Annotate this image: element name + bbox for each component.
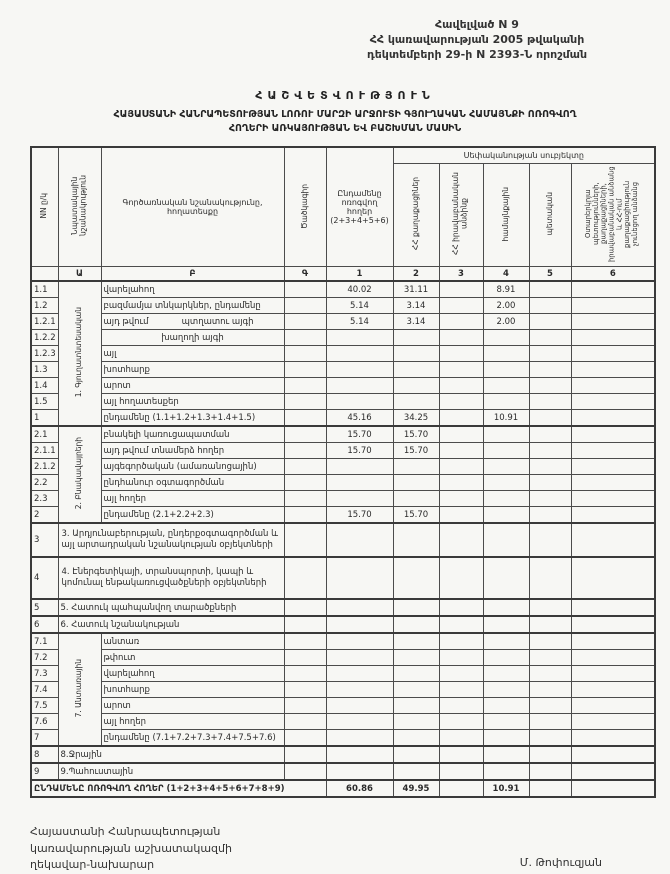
row-nn: 3 — [31, 523, 58, 557]
value-foreign — [571, 426, 655, 443]
column-letters-row — [31, 267, 655, 282]
row-label: արոտ — [101, 698, 284, 714]
code-cell — [284, 599, 326, 616]
code-cell — [284, 633, 326, 650]
row-label: այլ հողեր — [101, 714, 284, 730]
value-community: 10.91 — [483, 780, 529, 797]
value-total: 5.14 — [326, 298, 393, 314]
table-row — [31, 281, 655, 298]
value-state — [529, 314, 571, 330]
value-total: 40.02 — [326, 281, 393, 298]
row-nn: 1.5 — [31, 394, 58, 410]
value-legal — [439, 281, 483, 298]
table-row — [31, 746, 655, 763]
table-row — [31, 523, 655, 557]
letter-cell — [31, 267, 58, 282]
report-title-main: ՀԱՇՎԵՏՎՈՒԹՅՈՒՆ — [255, 88, 435, 102]
appendix-line3: դեկտեմբերի 29-ի N 2393-Ն որոշման — [366, 47, 588, 61]
value-legal — [439, 314, 483, 330]
value-community — [483, 443, 529, 459]
row-nn: 9 — [31, 763, 58, 780]
row-label: 8.Ջրային — [58, 746, 284, 763]
value-citizens: 15.70 — [393, 443, 439, 459]
letter-cell: Ա — [58, 267, 101, 282]
table-row — [31, 714, 655, 730]
value-citizens: 15.70 — [393, 426, 439, 443]
value-foreign — [571, 507, 655, 524]
row-label: այլ հողատեսքեր — [101, 394, 284, 410]
appendix-line1: Հավելված N 9 — [435, 18, 519, 31]
value-total: 15.70 — [326, 507, 393, 524]
col-header-citizens: ՀՀ քաղաքացիներ — [393, 164, 439, 267]
table-row — [31, 682, 655, 698]
row-label: բնակելի կառուցապատման — [101, 426, 284, 443]
value-legal — [439, 410, 483, 427]
col-header-ownership: Սեփականության սուբյեկտը — [393, 147, 655, 164]
value-community: 10.91 — [483, 410, 529, 427]
code-cell — [284, 475, 326, 491]
value-state — [529, 298, 571, 314]
value-legal — [439, 780, 483, 797]
code-cell — [284, 491, 326, 507]
letter-cell: 4 — [483, 267, 529, 282]
row-label: այլ — [101, 346, 284, 362]
row-nn: 1.1 — [31, 281, 58, 298]
row-label: 9.Պահուստային — [58, 763, 284, 780]
value-total: 60.86 — [326, 780, 393, 797]
value-total: 45.16 — [326, 410, 393, 427]
table-row — [31, 346, 655, 362]
letter-cell: 3 — [439, 267, 483, 282]
table-row — [31, 491, 655, 507]
row-label: ընդամենը (7.1+7.2+7.3+7.4+7.5+7.6) — [101, 730, 284, 747]
row-nn: 1.3 — [31, 362, 58, 378]
code-cell — [284, 507, 326, 524]
value-total: 15.70 — [326, 426, 393, 443]
letter-cell: 5 — [529, 267, 571, 282]
letter-cell: Գ — [284, 267, 326, 282]
row-label: 3. Արդյունաբերության, ընդերքօգտագործման և այլ արտադրական նշանակության օբյեկտների — [58, 523, 284, 557]
code-cell — [284, 682, 326, 698]
row-nn: 7.4 — [31, 682, 58, 698]
table-row — [31, 475, 655, 491]
value-total: 15.70 — [326, 443, 393, 459]
code-cell — [284, 426, 326, 443]
section-label-settlements: 2. Բնակավայրերի — [58, 426, 101, 523]
value-citizens: 31.11 — [393, 281, 439, 298]
row-nn: 1.2.3 — [31, 346, 58, 362]
row-nn: 1.4 — [31, 378, 58, 394]
row-label: խաղողի այգի — [101, 330, 284, 346]
table-row — [31, 557, 655, 599]
grand-total-label: ԸՆԴԱՄԵՆԸ ՈՌՈԳՎՈՂ ՀՈՂԵՐ (1+2+3+4+5+6+7+8+9) — [31, 780, 326, 797]
row-nn: 2.1 — [31, 426, 58, 443]
table-row — [31, 763, 655, 780]
row-label: խոտհարք — [101, 682, 284, 698]
value-state — [529, 507, 571, 524]
org-line2: կառավարության աշխատակազմի — [30, 841, 232, 855]
value-foreign — [571, 298, 655, 314]
row-nn: 1.2 — [31, 298, 58, 314]
value-community: 2.00 — [483, 314, 529, 330]
section-label-forest: 7. Անտառային — [58, 633, 101, 746]
document-footer — [30, 824, 660, 874]
row-nn: 2.3 — [31, 491, 58, 507]
row-label: 4. Էներգետիկայի, տրանսպորտի, կապի և կոմունալ ենթակառուցվածքների օբյեկտների — [58, 557, 284, 599]
code-cell — [284, 523, 326, 557]
value-legal — [439, 443, 483, 459]
value-legal — [439, 507, 483, 524]
row-label: արոտ — [101, 378, 284, 394]
value-foreign — [571, 443, 655, 459]
code-cell — [284, 281, 326, 298]
report-title-line2: ՀԱՅԱՍՏԱՆԻ ՀԱՆՐԱՊԵՏՈՒԹՅԱՆ ԼՈՌՈՒ ՄԱՐԶԻ ԱՐՋՈՒՏԻ ԳՅՈՒՂԱԿԱՆ ՀԱՄԱՅՆՔԻ ՈՌՈԳՎՈՂ — [113, 108, 577, 120]
value-citizens: 34.25 — [393, 410, 439, 427]
irrigated-lands-table — [30, 146, 656, 798]
letter-cell: 1 — [326, 267, 393, 282]
code-cell — [284, 650, 326, 666]
code-cell — [284, 557, 326, 599]
code-cell — [284, 616, 326, 633]
row-label: 5. Հատուկ պահպանվող տարածքների — [58, 599, 284, 616]
value-state — [529, 780, 571, 797]
row-nn: 7 — [31, 730, 58, 747]
row-label: ընդամենը (1.1+1.2+1.3+1.4+1.5) — [101, 410, 284, 427]
table-row — [31, 698, 655, 714]
row-label: այլ հողեր — [101, 491, 284, 507]
table-row — [31, 443, 655, 459]
row-nn: 7.1 — [31, 633, 58, 650]
row-label-part2: պտղատու այգի — [181, 316, 254, 327]
code-cell — [284, 330, 326, 346]
row-nn: 1.2.1 — [31, 314, 58, 330]
table-row — [31, 314, 655, 330]
value-total: 5.14 — [326, 314, 393, 330]
table-row — [31, 459, 655, 475]
value-state — [529, 426, 571, 443]
row-label: անտառ — [101, 633, 284, 650]
value-citizens: 15.70 — [393, 507, 439, 524]
code-cell — [284, 314, 326, 330]
table-row — [31, 633, 655, 650]
letter-cell: Բ — [101, 267, 284, 282]
value-foreign — [571, 780, 655, 797]
appendix-line2: ՀՀ կառավարության 2005 թվականի — [369, 32, 585, 46]
row-nn: 2 — [31, 507, 58, 524]
value-citizens: 3.14 — [393, 314, 439, 330]
row-nn: 8 — [31, 746, 58, 763]
row-label: ընդհանուր օգտագործման — [101, 475, 284, 491]
row-nn: 7.6 — [31, 714, 58, 730]
table-row — [31, 666, 655, 682]
value-state — [529, 410, 571, 427]
grand-total-row — [31, 780, 655, 797]
value-foreign — [571, 281, 655, 298]
row-label — [101, 314, 284, 330]
row-label: այդ թվում տնամերձ հողեր — [101, 443, 284, 459]
row-label: վարելահող — [101, 666, 284, 682]
row-nn: 7.3 — [31, 666, 58, 682]
code-cell — [284, 666, 326, 682]
table-row — [31, 650, 655, 666]
col-header-nn: NN ը/կ — [31, 147, 58, 267]
row-nn: 2.1.2 — [31, 459, 58, 475]
signature-name: Մ. Թոփուզյան — [519, 856, 602, 870]
col-header-community: համայնքային — [483, 164, 529, 267]
report-title — [30, 89, 660, 137]
table-row — [31, 362, 655, 378]
value-citizens: 49.95 — [393, 780, 439, 797]
code-cell — [284, 394, 326, 410]
code-cell — [284, 730, 326, 747]
section7-total-row — [31, 730, 655, 747]
code-cell — [284, 362, 326, 378]
row-nn: 7.2 — [31, 650, 58, 666]
row-nn: 1.2.2 — [31, 330, 58, 346]
col-header-purpose: Նպատակային նշանակություն — [58, 147, 101, 267]
row-label: թփուտ — [101, 650, 284, 666]
table-row — [31, 378, 655, 394]
code-cell — [284, 298, 326, 314]
code-cell — [284, 346, 326, 362]
row-label: այգեգործական (ամառանոցային) — [101, 459, 284, 475]
value-legal — [439, 426, 483, 443]
table-row — [31, 426, 655, 443]
row-nn: 4 — [31, 557, 58, 599]
row-label: 6. Հատուկ նշանակության — [58, 616, 284, 633]
row-label: խոտհարք — [101, 362, 284, 378]
col-header-functional: Գործառնական նշանակությունը, հողատեսքը — [101, 147, 284, 267]
value-state — [529, 443, 571, 459]
value-community — [483, 507, 529, 524]
table-row — [31, 298, 655, 314]
section1-total-row — [31, 410, 655, 427]
signing-official-title — [30, 824, 232, 874]
col-header-state: պետական — [529, 164, 571, 267]
row-nn: 7.5 — [31, 698, 58, 714]
value-community — [483, 426, 529, 443]
code-cell — [284, 763, 326, 780]
value-state — [529, 281, 571, 298]
code-cell — [284, 378, 326, 394]
col-header-legal-entities: ՀՀ իրավաբանական անձինք — [439, 164, 483, 267]
code-cell — [284, 443, 326, 459]
value-foreign — [571, 314, 655, 330]
code-cell — [284, 714, 326, 730]
org-line3: ղեկավար-նախարար — [30, 858, 155, 872]
row-nn: 6 — [31, 616, 58, 633]
table-row — [31, 330, 655, 346]
code-cell — [284, 459, 326, 475]
col-header-code: Ծածկագիր — [284, 147, 326, 267]
row-label: ընդամենը (2.1+2.2+2.3) — [101, 507, 284, 524]
code-cell — [284, 410, 326, 427]
report-title-line3: ՀՈՂԵՐԻ ԱՌԿԱՅՈՒԹՅԱՆ ԵՎ ԲԱՇԽՄԱՆ ՄԱՍԻՆ — [228, 122, 462, 134]
value-foreign — [571, 410, 655, 427]
col-header-foreign: Օտարերկրյա պետությունների, քաղաքացիների, իրավաբանական անձանց և ՀՀ-ում քաղաքացիություն չունեցող անձանց — [571, 164, 655, 267]
value-citizens: 3.14 — [393, 298, 439, 314]
row-nn: 2.2 — [31, 475, 58, 491]
code-cell — [284, 746, 326, 763]
section-label-agricultural: 1. Գյուղատնտեսական — [58, 281, 101, 426]
row-label-part1: այդ թվում — [103, 316, 149, 327]
value-community: 2.00 — [483, 298, 529, 314]
section2-total-row — [31, 507, 655, 524]
header-row-ownership — [31, 147, 655, 164]
letter-cell: 6 — [571, 267, 655, 282]
code-cell — [284, 698, 326, 714]
row-nn: 1 — [31, 410, 58, 427]
org-line1: Հայաստանի Հանրապետության — [30, 825, 221, 839]
row-label: բազմամյա տնկարկներ, ընդամենը — [101, 298, 284, 314]
row-nn: 5 — [31, 599, 58, 616]
table-row — [31, 394, 655, 410]
row-nn: 2.1.1 — [31, 443, 58, 459]
letter-cell: 2 — [393, 267, 439, 282]
table-row — [31, 616, 655, 633]
table-row — [31, 599, 655, 616]
value-community: 8.91 — [483, 281, 529, 298]
appendix-note — [312, 18, 642, 63]
col-header-total: Ընդամենը ոռոգվող հողեր (2+3+4+5+6) — [326, 147, 393, 267]
value-legal — [439, 298, 483, 314]
row-label: վարելահող — [101, 281, 284, 298]
